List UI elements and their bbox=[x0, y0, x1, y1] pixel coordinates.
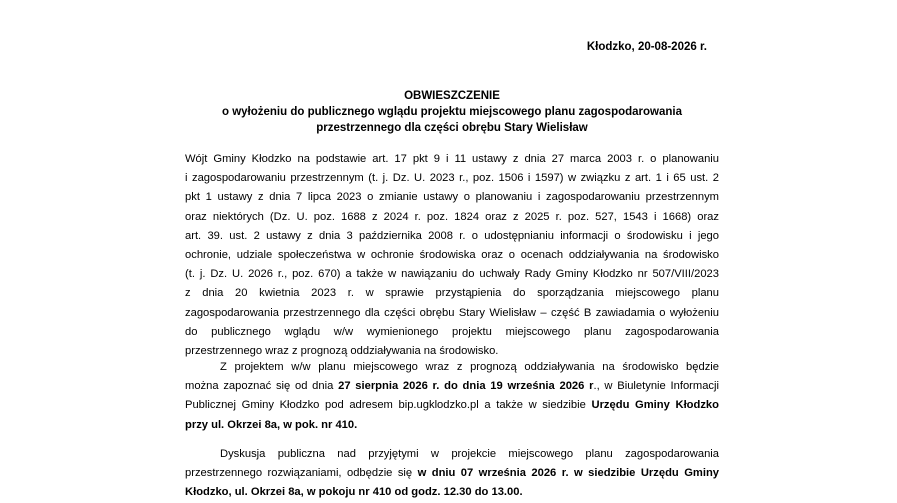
paragraph-inspection-dates bbox=[185, 358, 719, 435]
announcement-heading bbox=[185, 88, 719, 136]
heading-line-2: o wyłożeniu do publicznego wglądu projektu miejscowego planu zagospodarowania bbox=[221, 106, 683, 118]
text-segment: przestrzennego rozwiązaniami, odbędzie się bbox=[185, 467, 418, 480]
paragraph-line: przestrzennego wraz z prognozą oddziaływania na środowisko. bbox=[185, 344, 499, 357]
paragraph-legal-basis bbox=[185, 150, 719, 361]
paragraph-public-discussion bbox=[185, 445, 719, 503]
paragraph-line: Dyskusja publiczna nad przyjętymi w projekcie miejscowego planu zagospodarowania bbox=[220, 448, 719, 460]
text-segment: można zapoznać się od dnia bbox=[185, 380, 339, 393]
paragraph-line: oraz niektórych (Dz. U. poz. 1688 z 2024 r. poz. 1824 oraz z 2025 r. poz. 527, 1543 i 1668) oraz bbox=[185, 210, 719, 223]
discussion-location-time: Kłodzko, ul. Okrzei 8a, w pokoju nr 410 od godz. 12.30 do 13.00. bbox=[185, 486, 523, 499]
paragraph-line: Wójt Gminy Kłodzko na podstawie art. 17 pkt 9 i 11 ustawy z dnia 27 marca 2003 r. o planowaniu bbox=[185, 153, 719, 165]
paragraph-line: i zagospodarowaniu przestrzennym (t. j. Dz. U. 2023 r., poz. 1506 i 1597) w związku z art. 1 i 65 ust. 2 bbox=[185, 172, 719, 185]
paragraph-line: Z projektem w/w planu miejscowego wraz z prognozą oddziaływania na środowisko będzie bbox=[220, 361, 719, 373]
office-name: Urzędu Gminy Kłodzko bbox=[591, 399, 719, 412]
discussion-date: w dniu 07 września 2026 r. w siedzibie Urzędu Gminy bbox=[417, 467, 720, 480]
paragraph-line: zagospodarowania przestrzennego dla części obrębu Stary Wielisław – część B zawiadamia o wyłożeniu bbox=[185, 306, 719, 319]
paragraph-line: z dnia 20 kwietnia 2023 r. w sprawie przystąpienia do sporządzania miejscowego planu bbox=[185, 287, 719, 300]
heading-title: OBWIESZCZENIE bbox=[404, 90, 500, 102]
paragraph-line: art. 39. ust. 2 ustawy z dnia 3 października 2008 r. o udostępnianiu informacji o środowisku i jego bbox=[185, 229, 719, 242]
inspection-period: 27 sierpnia 2026 r. do dnia 19 września 2026 r bbox=[338, 380, 594, 393]
paragraph-line bbox=[185, 396, 719, 415]
office-address: przy ul. Okrzei 8a, w pok. nr 410. bbox=[185, 418, 358, 431]
paragraph-line: pkt 1 ustawy z dnia 7 lipca 2023 o zmianie ustawy o planowaniu i zagospodarowaniu przestrzennym bbox=[185, 191, 719, 204]
date-line: Kłodzko, 20-08-2026 r. bbox=[586, 41, 707, 53]
heading-line-3: przestrzennego dla części obrębu Stary Wielisław bbox=[316, 122, 588, 134]
text-segment: Publicznej Gminy Kłodzko pod adresem bip.ugklodzko.pl a także w siedzibie bbox=[185, 399, 592, 412]
text-segment: ., w Biuletynie Informacji bbox=[593, 380, 719, 393]
paragraph-line: (t. j. Dz. U. 2026 r., poz. 670) a także w nawiązaniu do uchwały Rady Gminy Kłodzko nr 507/VIII/2023 bbox=[185, 268, 719, 281]
paragraph-line bbox=[185, 464, 719, 483]
paragraph-line bbox=[185, 377, 719, 396]
paragraph-line: ochronie, udziale społeczeństwa w ochronie środowiska oraz o ocenach oddziaływania na środowisko bbox=[185, 248, 719, 261]
paragraph-line: do publicznego wglądu w/w wymienionego projektu miejscowego planu zagospodarowania bbox=[185, 325, 719, 338]
